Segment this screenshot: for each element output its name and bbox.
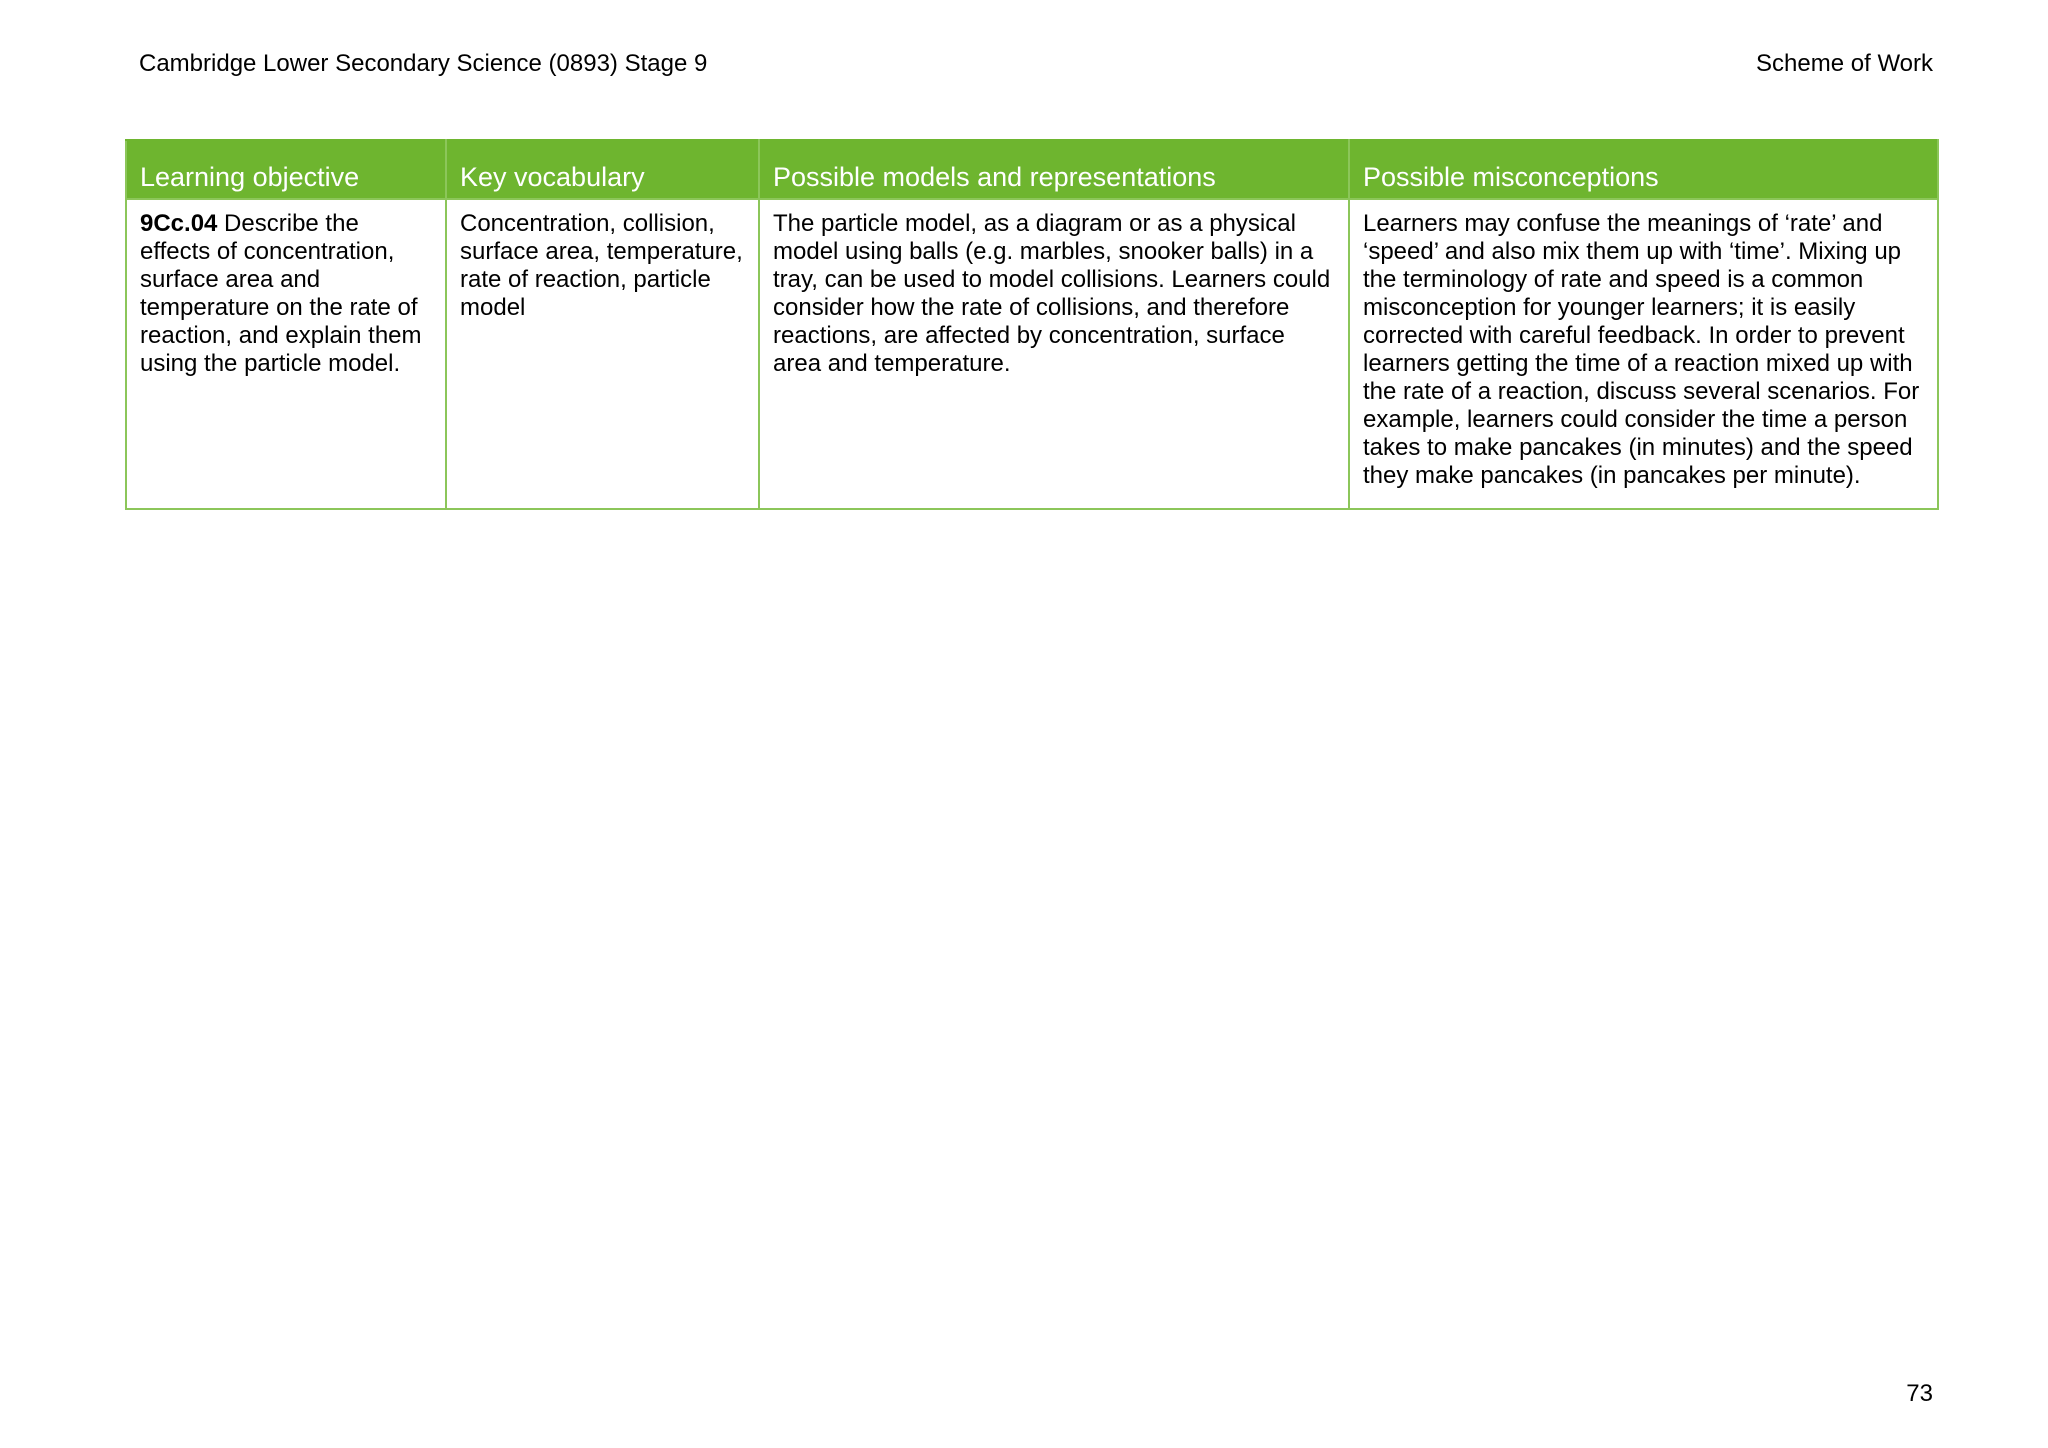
table-header-row (126, 140, 1938, 199)
key-vocabulary-cell: Concentration, collision, surface area, temperature, rate of reaction, particle model (446, 199, 759, 509)
table-row (126, 199, 1938, 509)
models-cell: The particle model, as a diagram or as a physical model using balls (e.g. marbles, snooker balls) in a tray, can be used to model collisions. Learners could consider how the rate of collisions, and therefore reactions, are affected by concentration, surface area and temperature. (759, 199, 1349, 509)
column-header-models: Possible models and representations (759, 140, 1349, 199)
objective-text: Describe the effects of concentration, surface area and temperature on the rate of reaction, and explain them using the particle model. (140, 210, 422, 377)
column-header-misconceptions: Possible misconceptions (1349, 140, 1938, 199)
learning-objective-cell (126, 199, 446, 509)
column-header-learning-objective: Learning objective (126, 140, 446, 199)
page-number: 73 (1906, 1380, 1933, 1407)
column-header-key-vocabulary: Key vocabulary (446, 140, 759, 199)
scheme-of-work-table (125, 139, 1939, 510)
misconceptions-cell: Learners may confuse the meanings of ‘rate’ and ‘speed’ and also mix them up with ‘time’. Mixing up the terminology of rate and speed is a common misconception for younger learners; it is easily corrected with careful feedback. In order to prevent learners getting the time of a reaction mixed up with the rate of a reaction, discuss several scenarios. For example, learners could consider the time a person takes to make pancakes (in minutes) and the speed they make pancakes (in pancakes per minute). (1349, 199, 1938, 509)
objective-code: 9Cc.04 (140, 210, 218, 237)
document-title: Cambridge Lower Secondary Science (0893) Stage 9 (139, 50, 708, 77)
document-type: Scheme of Work (1756, 50, 1933, 77)
